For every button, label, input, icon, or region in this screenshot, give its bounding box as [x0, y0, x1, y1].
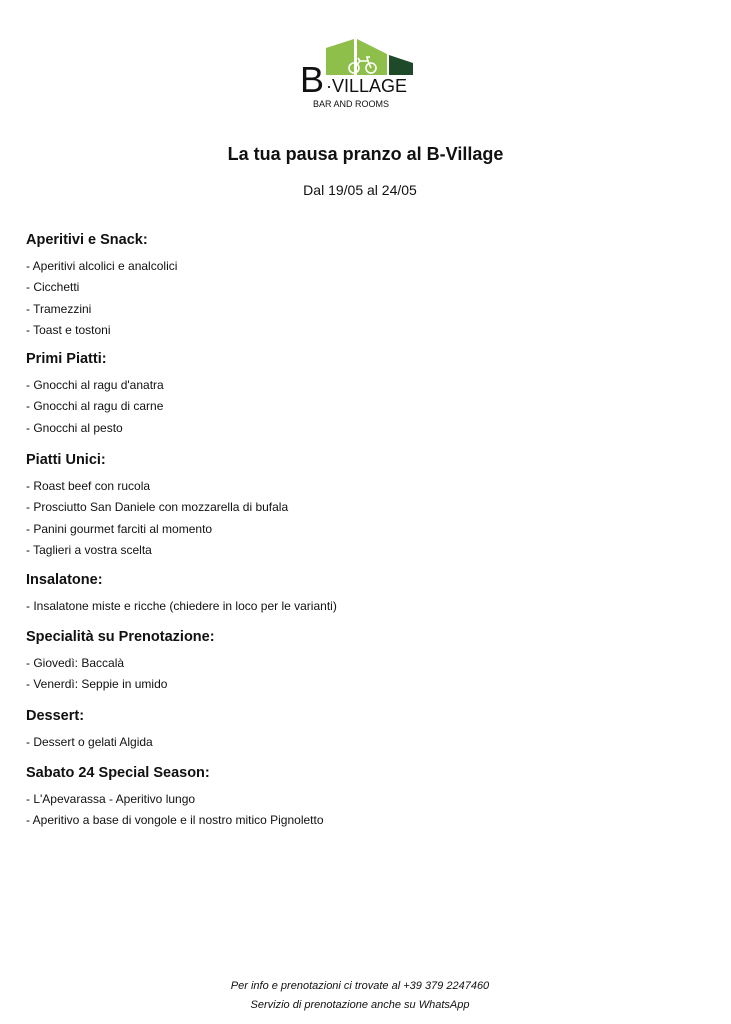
menu-item: - Panini gourmet farciti al momento [26, 521, 213, 536]
menu-item: - Prosciutto San Daniele con mozzarella di bufala [26, 500, 289, 515]
section-heading: Piatti Unici: [26, 452, 106, 468]
svg-text:·VILLAGE: ·VILLAGE [326, 76, 408, 96]
svg-text:BAR AND ROOMS: BAR AND ROOMS [313, 99, 390, 109]
menu-section [26, 627, 215, 696]
menu-item: - Tramezzini [26, 301, 92, 316]
menu-item: - Toast e tostoni [26, 322, 111, 337]
menu-item: - Roast beef con rucola [26, 479, 151, 493]
svg-text:B: B [300, 59, 325, 100]
menu-item: - Insalatone miste e ricche (chiedere in loco per le varianti) [26, 599, 337, 613]
menu-section [26, 706, 153, 753]
menu-item: - Taglieri a vostra scelta [26, 542, 152, 557]
menu-item: - Gnocchi al ragu di carne [26, 399, 164, 414]
footer-contact: Per info e prenotazioni ci trovate al +39 379 2247460 [230, 980, 490, 992]
menu-item: - L'Apevarassa - Aperitivo lungo [26, 792, 196, 806]
b-village-logo [290, 30, 440, 115]
date-range: Dal 19/05 al 24/05 [303, 182, 417, 198]
menu-section [26, 450, 288, 561]
menu-item: - Venerdì: Seppie in umido [26, 677, 168, 692]
menu-item: - Gnocchi al pesto [26, 420, 123, 435]
footer-whatsapp: Servizio di prenotazione anche su WhatsApp [250, 999, 470, 1011]
menu-section [26, 763, 324, 832]
section-heading: Dessert: [26, 708, 85, 724]
section-heading: Aperitivi e Snack: [26, 232, 148, 248]
menu-item: - Dessert o gelati Algida [26, 735, 153, 749]
menu-section [26, 570, 337, 617]
menu-item: - Aperitivo a base di vongole e il nostro mitico Pignoletto [26, 813, 324, 828]
menu-item: - Giovedì: Baccalà [26, 656, 125, 670]
section-heading: Primi Piatti: [26, 351, 107, 367]
menu-item: - Aperitivi alcolici e analcolici [26, 259, 178, 273]
page-title: La tua pausa pranzo al B-Village [227, 144, 504, 164]
menu-item: - Gnocchi al ragu d'anatra [26, 378, 164, 392]
footer [0, 977, 720, 1015]
menu-item: - Cicchetti [26, 280, 80, 295]
menu-section [26, 349, 164, 439]
menu-section [26, 230, 177, 341]
section-heading: Specialità su Prenotazione: [26, 629, 215, 645]
section-heading: Insalatone: [26, 572, 103, 588]
section-heading: Sabato 24 Special Season: [26, 765, 210, 781]
